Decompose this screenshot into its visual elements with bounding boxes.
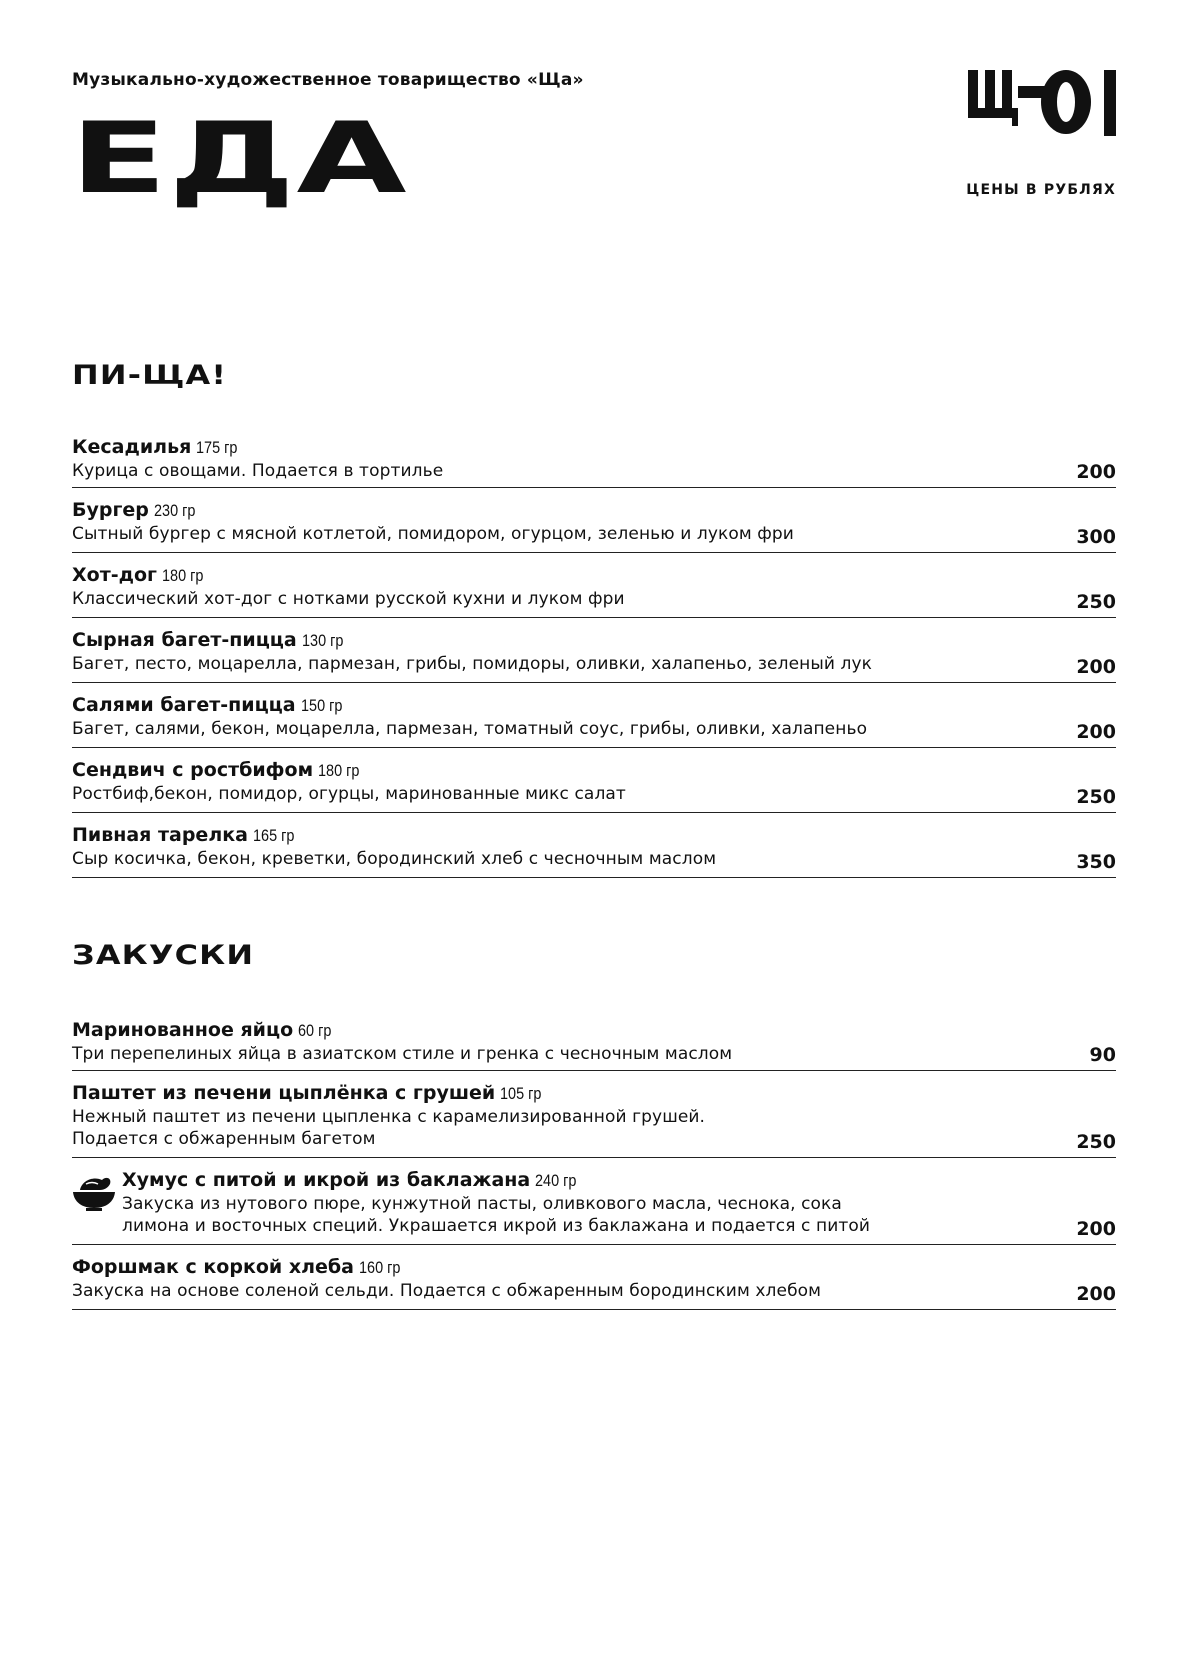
item-name: Салями багет-пицца [72, 694, 296, 716]
item-description: Багет, салями, бекон, моцарелла, пармезан, томатный соус, грибы, оливки, халапеньо [72, 719, 868, 739]
item-weight: 240 гр [535, 1171, 577, 1190]
section-title: ПИ-ЩА! [72, 360, 228, 391]
item-weight: 150 гр [300, 696, 343, 715]
item-name: Хумус с питой и икрой из баклажана [122, 1169, 531, 1191]
item-description: Нежный паштет из печени цыпленка с карамелизированной грушей. [72, 1107, 706, 1127]
item-description: Подается с обжаренным багетом [72, 1129, 376, 1149]
item-weight: 130 гр [301, 631, 344, 650]
item-price: 200 [1076, 656, 1116, 678]
menu-item [72, 1158, 1116, 1245]
shcha-logo-icon [968, 70, 1116, 138]
page-title: ЕДА [70, 102, 408, 216]
item-price: 200 [1076, 721, 1116, 743]
item-weight: 175 гр [196, 438, 238, 457]
item-weight: 165 гр [252, 826, 295, 845]
item-description: Классический хот-дог с нотками русской кухни и луком фри [72, 589, 625, 609]
item-description: Закуска из нутового пюре, кунжутной пасты, оливкового масла, чеснока, сока [122, 1194, 842, 1214]
item-weight: 180 гр [318, 761, 360, 780]
menu-item [72, 618, 1116, 683]
item-price: 200 [1076, 461, 1116, 483]
menu-item [72, 1014, 1116, 1071]
item-name: Пивная тарелка [72, 824, 248, 846]
item-description: лимона и восточных специй. Украшается икрой из баклажана и подается с питой [122, 1216, 871, 1236]
item-price: 250 [1076, 1131, 1116, 1153]
menu-list [72, 431, 1116, 878]
item-weight: 105 гр [500, 1084, 542, 1103]
item-weight: 60 гр [298, 1021, 332, 1040]
item-description: Сытный бургер с мясной котлетой, помидором, огурцом, зеленью и луком фри [72, 524, 794, 544]
item-price: 300 [1076, 526, 1116, 548]
item-price: 200 [1076, 1218, 1116, 1240]
menu-item [72, 683, 1116, 748]
menu-item [72, 431, 1116, 488]
item-price: 250 [1076, 786, 1116, 808]
item-name: Кесадилья [72, 436, 192, 458]
item-price: 90 [1089, 1044, 1116, 1066]
menu-item [72, 488, 1116, 553]
org-name: Музыкально-художественное товарищество «Ща» [72, 70, 584, 90]
item-name: Маринованное яйцо [72, 1019, 294, 1041]
item-weight: 160 гр [359, 1258, 401, 1277]
item-name: Бургер [72, 499, 149, 521]
menu-item [72, 813, 1116, 878]
item-description: Закуска на основе соленой сельди. Подается с обжаренным бородинским хлебом [72, 1281, 822, 1301]
menu-list [72, 1014, 1116, 1310]
menu-item [72, 553, 1116, 618]
item-description: Ростбиф,бекон, помидор, огурцы, маринованные микс салат [72, 784, 626, 804]
item-name: Форшмак с коркой хлеба [72, 1256, 354, 1278]
item-name: Сендвич с ростбифом [72, 759, 314, 781]
item-description: Курица с овощами. Подается в тортилье [72, 461, 444, 481]
item-price: 250 [1076, 591, 1116, 613]
item-price: 200 [1076, 1283, 1116, 1305]
section-title: ЗАКУСКИ [72, 940, 255, 971]
item-price: 350 [1076, 851, 1116, 873]
menu-item [72, 1071, 1116, 1158]
item-name: Сырная багет-пицца [72, 629, 297, 651]
item-description: Багет, песто, моцарелла, пармезан, грибы, помидоры, оливки, халапеньо, зеленый лук [72, 654, 873, 674]
item-description: Три перепелиных яйца в азиатском стиле и гренка с чесночным маслом [72, 1044, 733, 1064]
item-name: Хот-дог [72, 564, 157, 586]
bowl-icon [72, 1172, 116, 1212]
item-weight: 230 гр [153, 501, 196, 520]
menu-item [72, 748, 1116, 813]
prices-note: ЦЕНЫ В РУБЛЯХ [966, 182, 1116, 198]
item-weight: 180 гр [161, 566, 204, 585]
item-description: Сыр косичка, бекон, креветки, бородинский хлеб с чесночным маслом [72, 849, 717, 869]
menu-item [72, 1245, 1116, 1310]
item-name: Паштет из печени цыплёнка с грушей [72, 1082, 496, 1104]
